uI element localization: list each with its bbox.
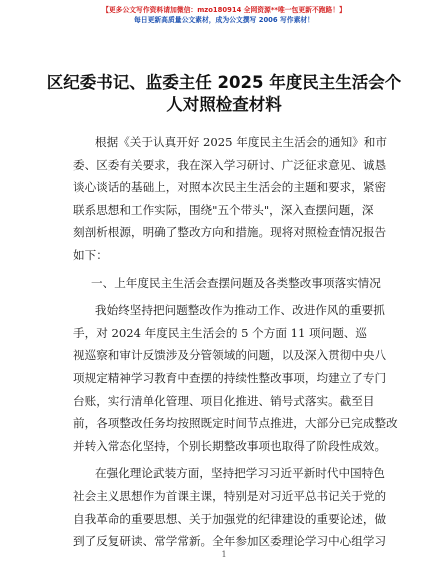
text-line: 到了反复研读、常学常新。全年参加区委理论学习中心组学习 (73, 534, 387, 549)
text-line: 视巡察和审计反馈涉及分管领域的问题，以及深入贯彻中央八 (73, 348, 387, 363)
promo-banner-line-2: 每日更新高质量公文素材，成为公文撰写 2006 写作素材！ (134, 16, 314, 24)
text-line: 根据《关于认真开好 2025 年度民主生活会的通知》和市 (95, 135, 387, 149)
text-line: 委、区委有关要求，我在深入学习研讨、广泛征求意见、诚恳 (73, 157, 387, 172)
promo-banner-line-1: 【更多公文写作资料请加微信：mzo180914 全网资源**唯一包更新不跑路！】 (102, 6, 346, 14)
text-line: 台账，实行清单化管理、项目化推进、销号式落实。截至目 (73, 393, 375, 408)
paragraph-intro (73, 131, 391, 267)
document-title (40, 72, 408, 116)
text-line: 谈心谈话的基础上，对照本次民主生活会的主题和要求，紧密 (73, 180, 387, 195)
text-line: 刻剖析根源，明确了整改方向和措施。现将对照检查情况报告 (73, 225, 387, 240)
text-line: 项规定精神学习教育中查摆的持续性整改事项，均建立了专门 (73, 370, 387, 385)
text-line: 如下： (73, 247, 108, 262)
text-line: 我始终坚持把问题整改作为推动工作、改进作风的重要抓 (95, 303, 385, 318)
text-line: 在强化理论武装方面，坚持把学习习近平新时代中国特色 (95, 466, 385, 481)
title-line-1: 区纪委书记、监委主任 2025 年度民主生活会个 (46, 73, 402, 92)
text-line: 社会主义思想作为首课主课，特别是对习近平总书记关于党的 (73, 488, 387, 503)
text-line: 联系思想和工作实际，围绕"五个带头"，深入查摆问题，深 (73, 202, 374, 217)
paragraph-rectification (73, 299, 398, 457)
text-line: 并转入常态化坚持，个别长期整改事项也取得了阶段性成效。 (73, 438, 387, 453)
paragraph-theory (73, 462, 391, 552)
promo-banner (0, 5, 448, 25)
page-number: 1 (221, 550, 227, 559)
text-line: 手，对 2024 年度民主生活会的 5 个方面 11 项问题、巡 (73, 325, 368, 340)
text-line: 前，各项整改任务均按照既定时间节点推进，大部分已完成整改 (73, 416, 398, 431)
section-heading: 一、上年度民主生活会查摆问题及各类整改事项落实情况 (91, 275, 381, 290)
document-body (73, 131, 398, 553)
text-line: 自我革命的重要思想、关于加强党的纪律建设的重要论述，做 (73, 511, 387, 526)
title-line-2: 人对照检查材料 (166, 95, 282, 114)
